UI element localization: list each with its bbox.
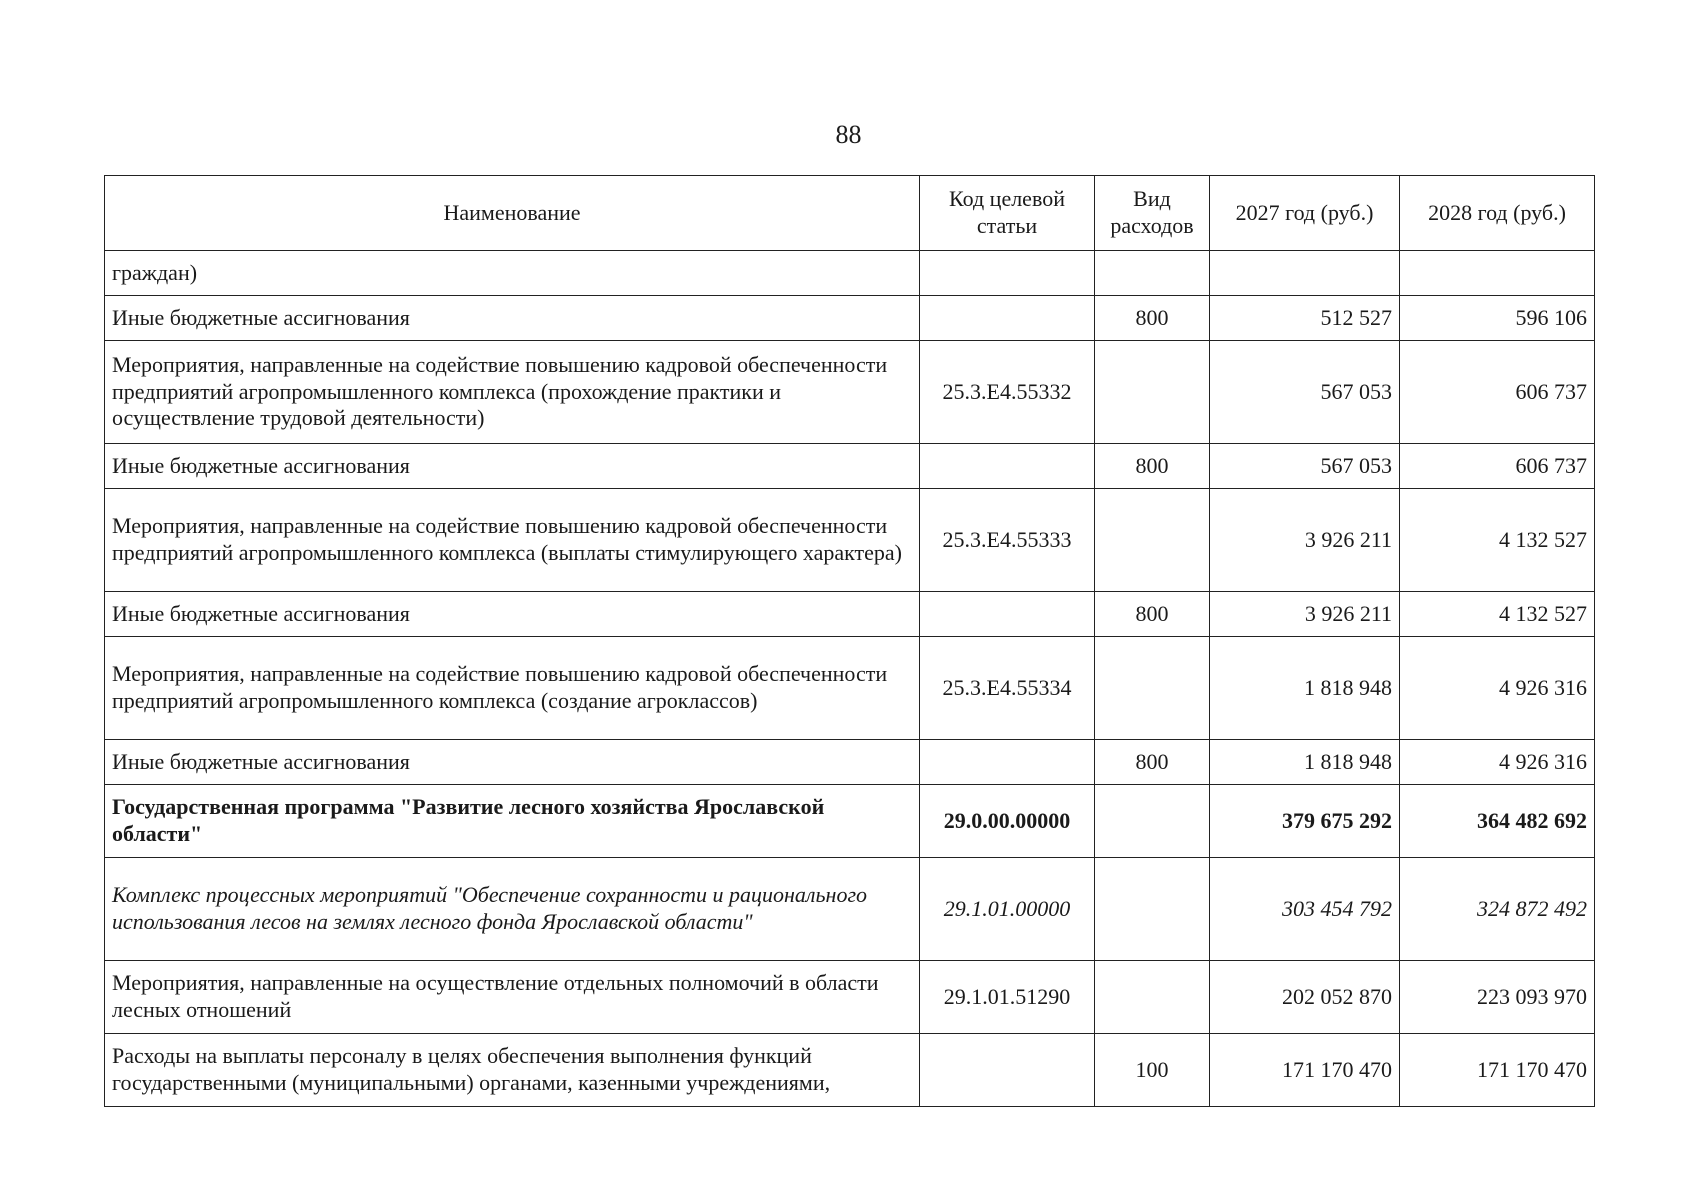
table-row bbox=[105, 858, 1595, 961]
row-code: 25.3.Е4.55334 bbox=[920, 637, 1095, 740]
row-2028: 596 106 bbox=[1400, 296, 1595, 341]
row-2028: 4 132 527 bbox=[1400, 489, 1595, 592]
row-kind bbox=[1095, 858, 1210, 961]
table-row bbox=[105, 785, 1595, 858]
row-2027 bbox=[1210, 251, 1400, 296]
row-kind bbox=[1095, 341, 1210, 444]
header-2028: 2028 год (руб.) bbox=[1400, 176, 1595, 251]
table-header-row bbox=[105, 176, 1595, 251]
header-code: Код целевой статьи bbox=[920, 176, 1095, 251]
table-row bbox=[105, 1034, 1595, 1107]
table-row bbox=[105, 740, 1595, 785]
row-2027: 1 818 948 bbox=[1210, 740, 1400, 785]
row-code bbox=[920, 592, 1095, 637]
row-name: Расходы на выплаты персоналу в целях обеспечения выполнения функций государственными (муниципальными) органами, казенными учреждениями, bbox=[105, 1034, 920, 1107]
row-name: Мероприятия, направленные на осуществление отдельных полномочий в области лесных отношений bbox=[105, 961, 920, 1034]
row-kind bbox=[1095, 637, 1210, 740]
row-code: 29.1.01.00000 bbox=[920, 858, 1095, 961]
table-row bbox=[105, 637, 1595, 740]
header-kind: Вид расходов bbox=[1095, 176, 1210, 251]
row-2028: 606 737 bbox=[1400, 341, 1595, 444]
row-name: Мероприятия, направленные на содействие повышению кадровой обеспеченности предприятий агропромышленного комплекса (создание агроклассов) bbox=[105, 637, 920, 740]
budget-table bbox=[104, 175, 1595, 1107]
row-code: 25.3.Е4.55332 bbox=[920, 341, 1095, 444]
row-name: Мероприятия, направленные на содействие повышению кадровой обеспеченности предприятий агропромышленного комплекса (выплаты стимулирующего характера) bbox=[105, 489, 920, 592]
row-kind: 100 bbox=[1095, 1034, 1210, 1107]
row-name: Иные бюджетные ассигнования bbox=[105, 740, 920, 785]
row-kind: 800 bbox=[1095, 444, 1210, 489]
row-2027: 512 527 bbox=[1210, 296, 1400, 341]
row-2027: 3 926 211 bbox=[1210, 489, 1400, 592]
row-kind: 800 bbox=[1095, 296, 1210, 341]
row-name: Иные бюджетные ассигнования bbox=[105, 296, 920, 341]
row-code bbox=[920, 296, 1095, 341]
row-2027: 379 675 292 bbox=[1210, 785, 1400, 858]
row-name: Мероприятия, направленные на содействие повышению кадровой обеспеченности предприятий агропромышленного комплекса (прохождение практики и осуществление трудовой деятельности) bbox=[105, 341, 920, 444]
row-2027: 567 053 bbox=[1210, 341, 1400, 444]
header-2027: 2027 год (руб.) bbox=[1210, 176, 1400, 251]
row-2027: 171 170 470 bbox=[1210, 1034, 1400, 1107]
row-2028: 171 170 470 bbox=[1400, 1034, 1595, 1107]
row-2028: 4 926 316 bbox=[1400, 637, 1595, 740]
row-2028: 364 482 692 bbox=[1400, 785, 1595, 858]
row-kind bbox=[1095, 961, 1210, 1034]
page-number: 88 bbox=[835, 120, 862, 149]
header-name: Наименование bbox=[105, 176, 920, 251]
row-name: Комплекс процессных мероприятий "Обеспечение сохранности и рационального использования лесов на землях лесного фонда Ярославской области" bbox=[105, 858, 920, 961]
row-code bbox=[920, 740, 1095, 785]
row-2027: 202 052 870 bbox=[1210, 961, 1400, 1034]
row-name: Иные бюджетные ассигнования bbox=[105, 592, 920, 637]
table-row bbox=[105, 592, 1595, 637]
row-2028: 223 093 970 bbox=[1400, 961, 1595, 1034]
row-name: Государственная программа "Развитие лесного хозяйства Ярославской области" bbox=[105, 785, 920, 858]
row-2027: 3 926 211 bbox=[1210, 592, 1400, 637]
row-kind bbox=[1095, 489, 1210, 592]
table-row bbox=[105, 489, 1595, 592]
row-code bbox=[920, 251, 1095, 296]
row-2027: 1 818 948 bbox=[1210, 637, 1400, 740]
row-kind bbox=[1095, 785, 1210, 858]
row-code: 29.1.01.51290 bbox=[920, 961, 1095, 1034]
row-2027: 567 053 bbox=[1210, 444, 1400, 489]
row-kind bbox=[1095, 251, 1210, 296]
row-2028: 4 926 316 bbox=[1400, 740, 1595, 785]
row-kind: 800 bbox=[1095, 592, 1210, 637]
row-2028: 4 132 527 bbox=[1400, 592, 1595, 637]
table-row bbox=[105, 961, 1595, 1034]
table-row bbox=[105, 251, 1595, 296]
row-name: Иные бюджетные ассигнования bbox=[105, 444, 920, 489]
row-2028: 606 737 bbox=[1400, 444, 1595, 489]
table-row bbox=[105, 341, 1595, 444]
row-2028: 324 872 492 bbox=[1400, 858, 1595, 961]
row-2028 bbox=[1400, 251, 1595, 296]
row-code: 29.0.00.00000 bbox=[920, 785, 1095, 858]
table-row bbox=[105, 296, 1595, 341]
row-2027: 303 454 792 bbox=[1210, 858, 1400, 961]
row-code bbox=[920, 1034, 1095, 1107]
row-code: 25.3.Е4.55333 bbox=[920, 489, 1095, 592]
table-row bbox=[105, 444, 1595, 489]
row-name: граждан) bbox=[105, 251, 920, 296]
row-code bbox=[920, 444, 1095, 489]
row-kind: 800 bbox=[1095, 740, 1210, 785]
